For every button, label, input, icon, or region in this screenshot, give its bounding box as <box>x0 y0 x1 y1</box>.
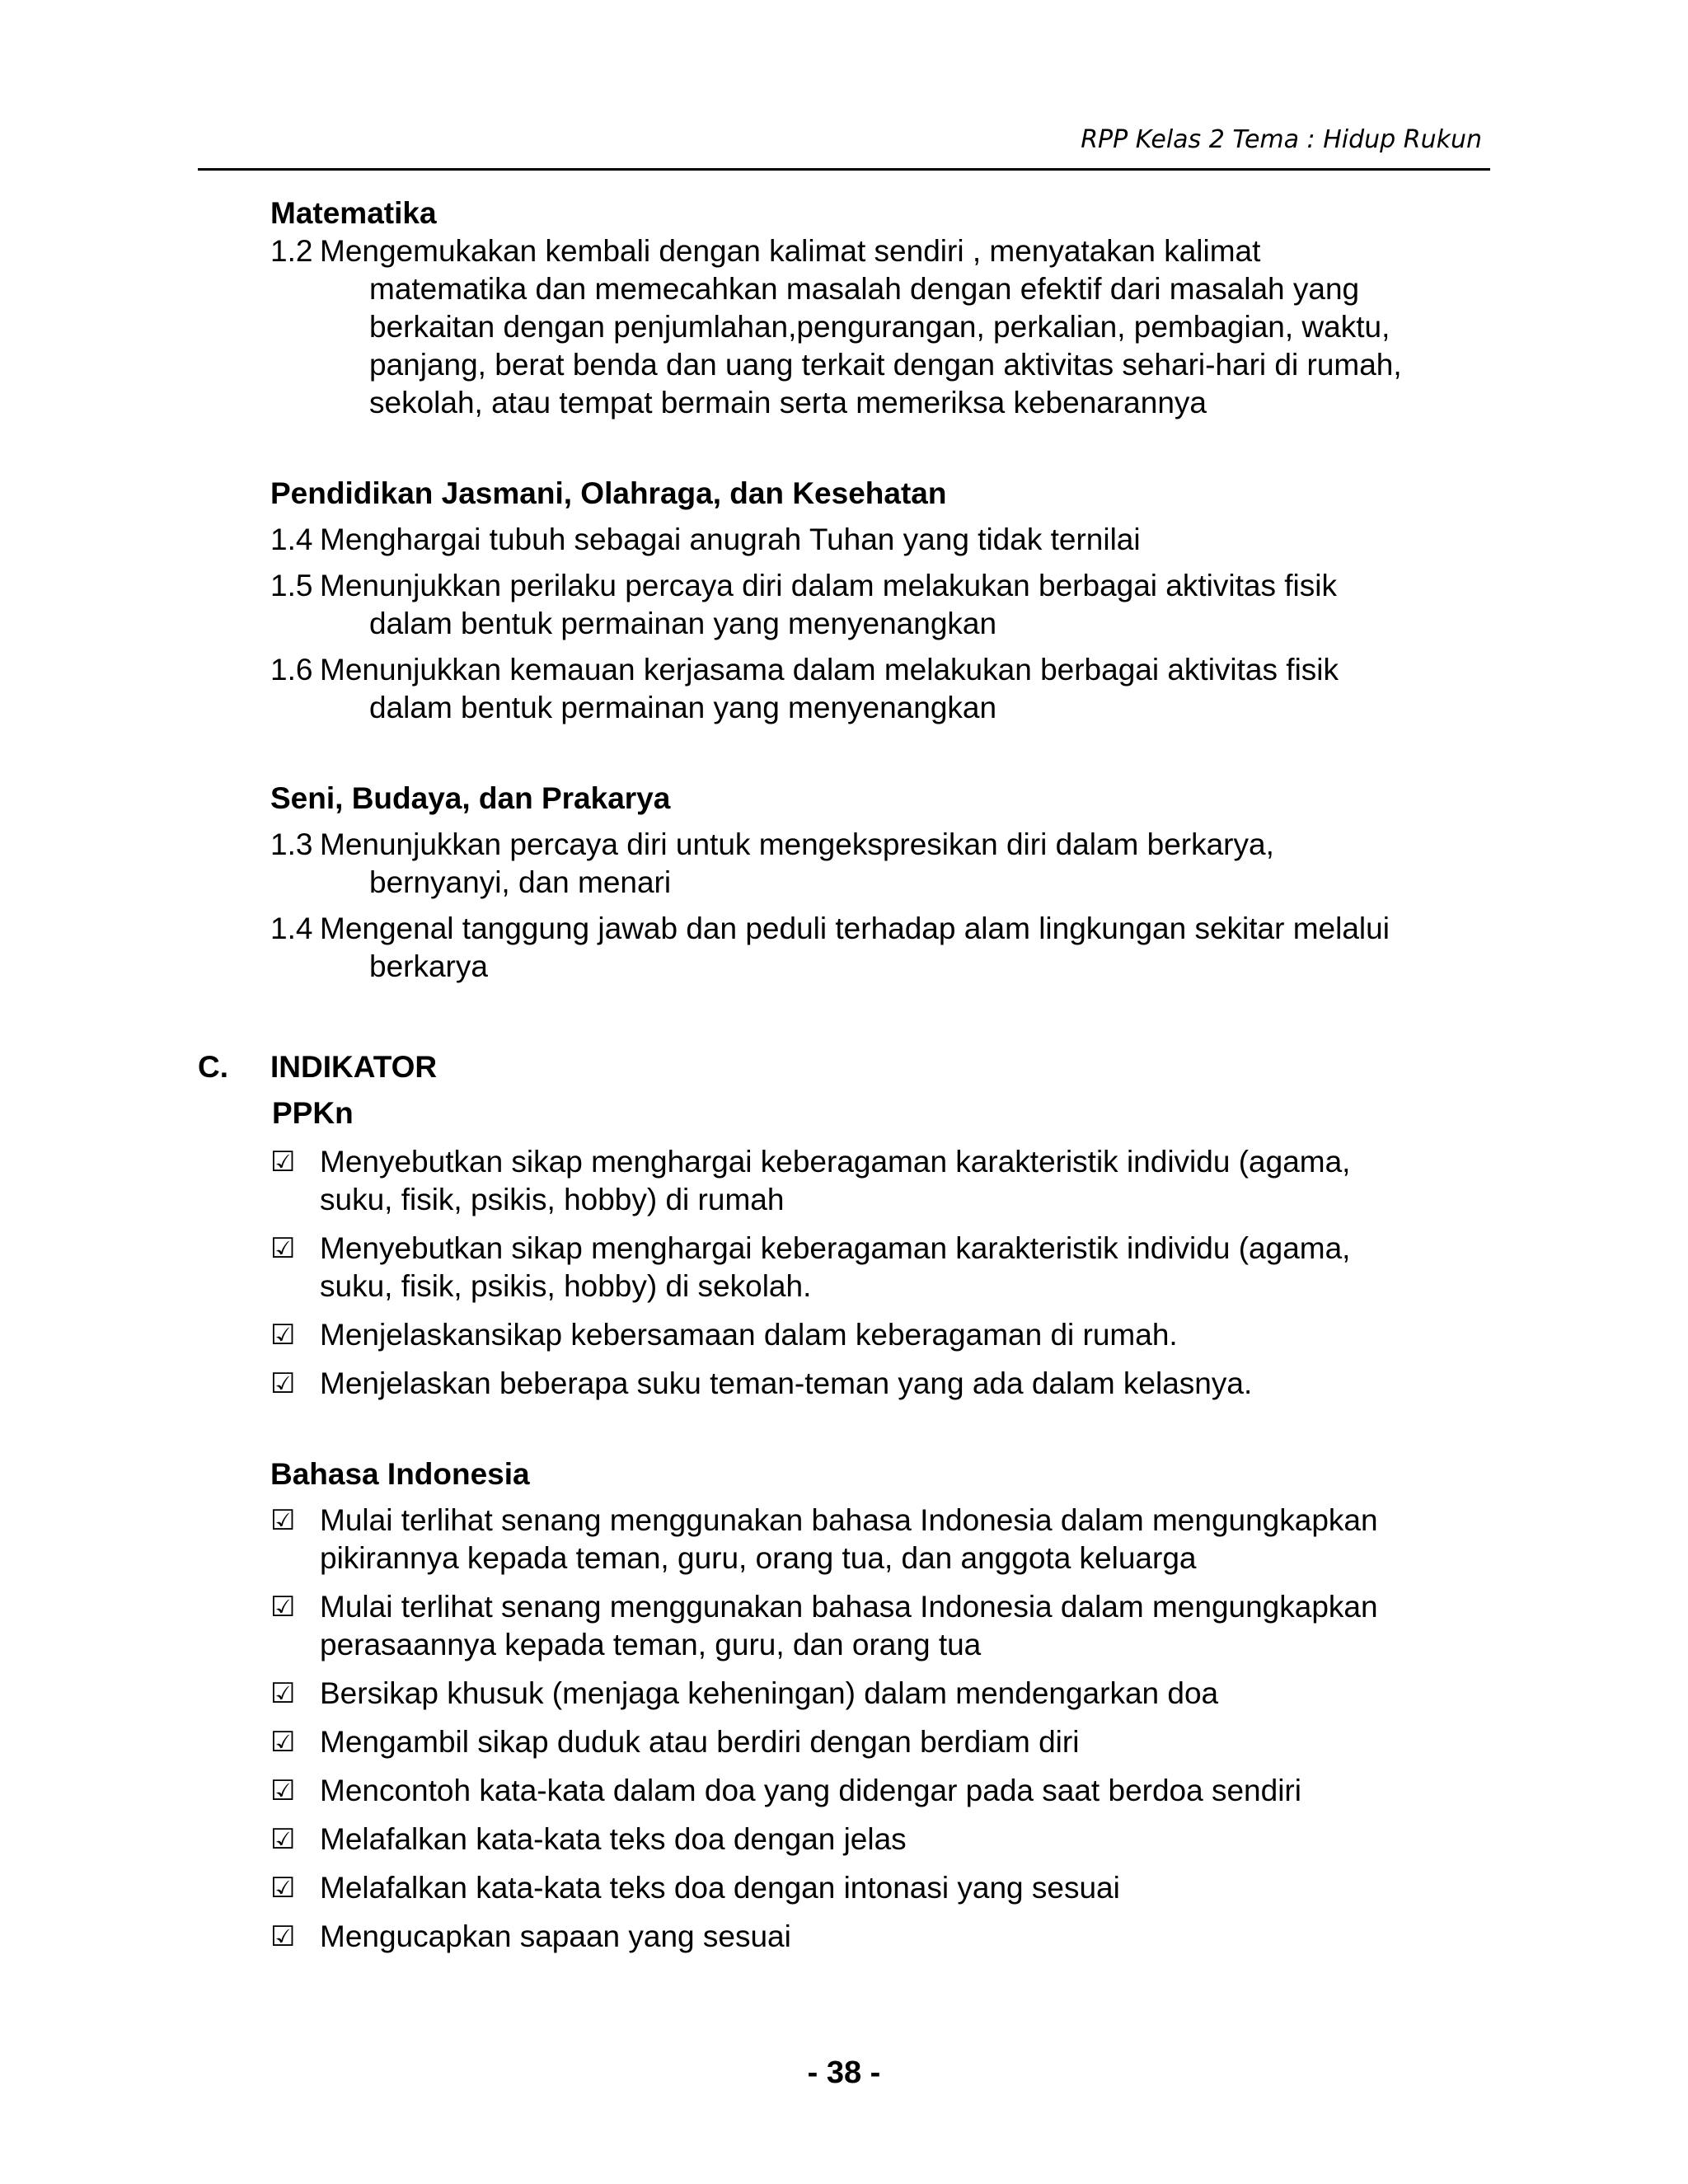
indicator-line: Bersikap khusuk (menjaga keheningan) dalam mendengarkan doa <box>320 1676 1219 1710</box>
competency-line: Menunjukkan percaya diri untuk mengekspresikan diri dalam berkarya, <box>320 827 1274 861</box>
indicator-line: Menyebutkan sikap menghargai keberagaman karakteristik individu (agama, <box>320 1145 1351 1179</box>
indicator-item <box>270 1143 1490 1219</box>
competency-item <box>270 826 1490 902</box>
indicator-line: perasaannya kepada teman, guru, dan orang tua <box>320 1628 982 1661</box>
competency-line: Mengenal tanggung jawab dan peduli terhadap alam lingkungan sekitar melalui <box>320 912 1390 945</box>
indicator-text <box>320 1143 1391 1219</box>
indicator-text <box>320 1365 1391 1403</box>
competency-number: 1.4 <box>270 523 313 556</box>
indicator-text <box>320 1502 1391 1577</box>
indicator-line: Mulai terlihat senang menggunakan bahasa Indonesia dalam mengungkapkan <box>320 1503 1378 1537</box>
competency-text <box>320 826 1342 902</box>
section-title: INDIKATOR <box>270 1050 438 1084</box>
header-rule <box>198 168 1490 171</box>
checkbox-icon: ☑ <box>270 1504 296 1537</box>
indicator-line: Mulai terlihat senang menggunakan bahasa Indonesia dalam mengungkapkan <box>320 1590 1378 1624</box>
checkbox-icon: ☑ <box>270 1872 296 1905</box>
spacer <box>198 422 1490 475</box>
indicator-item <box>270 1869 1490 1907</box>
checkbox-icon: ☑ <box>270 1319 296 1352</box>
indicator-item <box>270 1723 1490 1761</box>
checkbox-icon: ☑ <box>270 1774 296 1807</box>
indicator-item <box>270 1502 1490 1577</box>
competency-line: panjang, berat benda dan uang terkait dengan aktivitas sehari-hari di rumah, <box>369 348 1402 382</box>
competency-line: Mengemukakan kembali dengan kalimat sendiri , menyatakan kalimat <box>320 234 1261 268</box>
indicator-line: Melafalkan kata-kata teks doa dengan jelas <box>320 1822 907 1856</box>
competency-line: Menghargai tubuh sebagai anugrah Tuhan yang tidak ternilai <box>320 523 1141 556</box>
indicator-line: pikirannya kepada teman, guru, orang tua, dan anggota keluarga <box>320 1541 1197 1575</box>
competency-number: 1.6 <box>270 653 313 687</box>
indicator-text <box>320 1772 1391 1810</box>
indicator-line: Mengambil sikap duduk atau berdiri dengan berdiam diri <box>320 1725 1080 1759</box>
competency-line: matematika dan memecahkan masalah dengan efektif dari masalah yang <box>369 272 1360 306</box>
competency-line: Menunjukkan kemauan kerjasama dalam melakukan berbagai aktivitas fisik <box>320 653 1339 687</box>
indicator-text <box>320 1821 1391 1858</box>
indicator-item <box>270 1230 1490 1305</box>
competency-item <box>270 651 1490 727</box>
competency-number: 1.5 <box>270 569 313 602</box>
indicator-line: Mengucapkan sapaan yang sesuai <box>320 1919 791 1953</box>
indicator-text <box>320 1316 1391 1354</box>
competency-line: dalam bentuk permainan yang menyenangkan <box>369 691 997 724</box>
indicator-line: Menjelaskansikap kebersamaan dalam keberagaman di rumah. <box>320 1318 1178 1352</box>
indicator-text <box>320 1675 1391 1713</box>
competency-text <box>320 521 1342 559</box>
running-header: RPP Kelas 2 Tema : Hidup Rukun <box>1081 125 1482 154</box>
indicator-line: suku, fisik, psikis, hobby) di rumah <box>320 1183 785 1216</box>
competency-number: 1.3 <box>270 827 313 861</box>
indicator-line: Menjelaskan beberapa suku teman-teman yang ada dalam kelasnya. <box>320 1366 1253 1400</box>
indicator-item <box>270 1365 1490 1403</box>
competency-line: berkaitan dengan penjumlahan,pengurangan, perkalian, pembagian, waktu, <box>369 310 1390 344</box>
indicator-item <box>270 1588 1490 1664</box>
indicator-line: Menyebutkan sikap menghargai keberagaman karakteristik individu (agama, <box>320 1231 1351 1265</box>
subject-heading-pjok: Pendidikan Jasmani, Olahraga, dan Kesehatan <box>270 476 947 510</box>
competency-line: sekolah, atau tempat bermain serta memeriksa kebenarannya <box>369 386 1207 419</box>
indicator-item <box>270 1316 1490 1354</box>
subject-heading-sbdp: Seni, Budaya, dan Prakarya <box>270 781 671 815</box>
indicator-item <box>270 1821 1490 1858</box>
subject-heading-bahasa: Bahasa Indonesia <box>270 1457 530 1491</box>
competency-item <box>270 521 1490 559</box>
indicator-text <box>320 1918 1391 1956</box>
competency-text <box>320 567 1342 643</box>
competency-line: bernyanyi, dan menari <box>369 865 672 899</box>
indicator-item <box>270 1675 1490 1713</box>
indicator-item <box>270 1772 1490 1810</box>
competency-number: 1.2 <box>270 234 313 268</box>
page-content <box>198 194 1490 1956</box>
competency-item <box>270 910 1490 986</box>
indicator-line: Mencontoh kata-kata dalam doa yang didengar pada saat berdoa sendiri <box>320 1774 1301 1807</box>
spacer <box>198 727 1490 780</box>
spacer <box>198 1403 1490 1455</box>
checkbox-icon: ☑ <box>270 1677 296 1710</box>
section-heading-indikator <box>198 1048 1490 1086</box>
competency-item <box>270 567 1490 643</box>
competency-text <box>320 651 1342 727</box>
indicator-item <box>270 1918 1490 1956</box>
checkbox-icon: ☑ <box>270 1367 296 1400</box>
checkbox-icon: ☑ <box>270 1232 296 1265</box>
subject-heading-ppkn: PPKn <box>272 1096 354 1130</box>
checkbox-icon: ☑ <box>270 1823 296 1856</box>
competency-line: Menunjukkan perilaku percaya diri dalam melakukan berbagai aktivitas fisik <box>320 569 1337 602</box>
competency-text <box>320 232 1402 422</box>
page-number: - 38 - <box>807 2055 881 2090</box>
competency-line: berkarya <box>369 949 488 983</box>
subject-heading-matematika: Matematika <box>270 196 437 230</box>
indicator-text <box>320 1588 1391 1664</box>
competency-item <box>270 232 1490 422</box>
indicator-text <box>320 1869 1391 1907</box>
section-letter: C. <box>198 1050 228 1084</box>
competency-line: dalam bentuk permainan yang menyenangkan <box>369 607 997 640</box>
competency-number: 1.4 <box>270 912 313 945</box>
indicator-line: Melafalkan kata-kata teks doa dengan intonasi yang sesuai <box>320 1871 1120 1905</box>
indicator-text <box>320 1723 1391 1761</box>
checkbox-icon: ☑ <box>270 1920 296 1953</box>
indicator-text <box>320 1230 1391 1305</box>
indicator-line: suku, fisik, psikis, hobby) di sekolah. <box>320 1269 812 1303</box>
checkbox-icon: ☑ <box>270 1726 296 1759</box>
spacer <box>198 986 1490 1038</box>
checkbox-icon: ☑ <box>270 1146 296 1179</box>
competency-text <box>320 910 1390 986</box>
checkbox-icon: ☑ <box>270 1591 296 1624</box>
